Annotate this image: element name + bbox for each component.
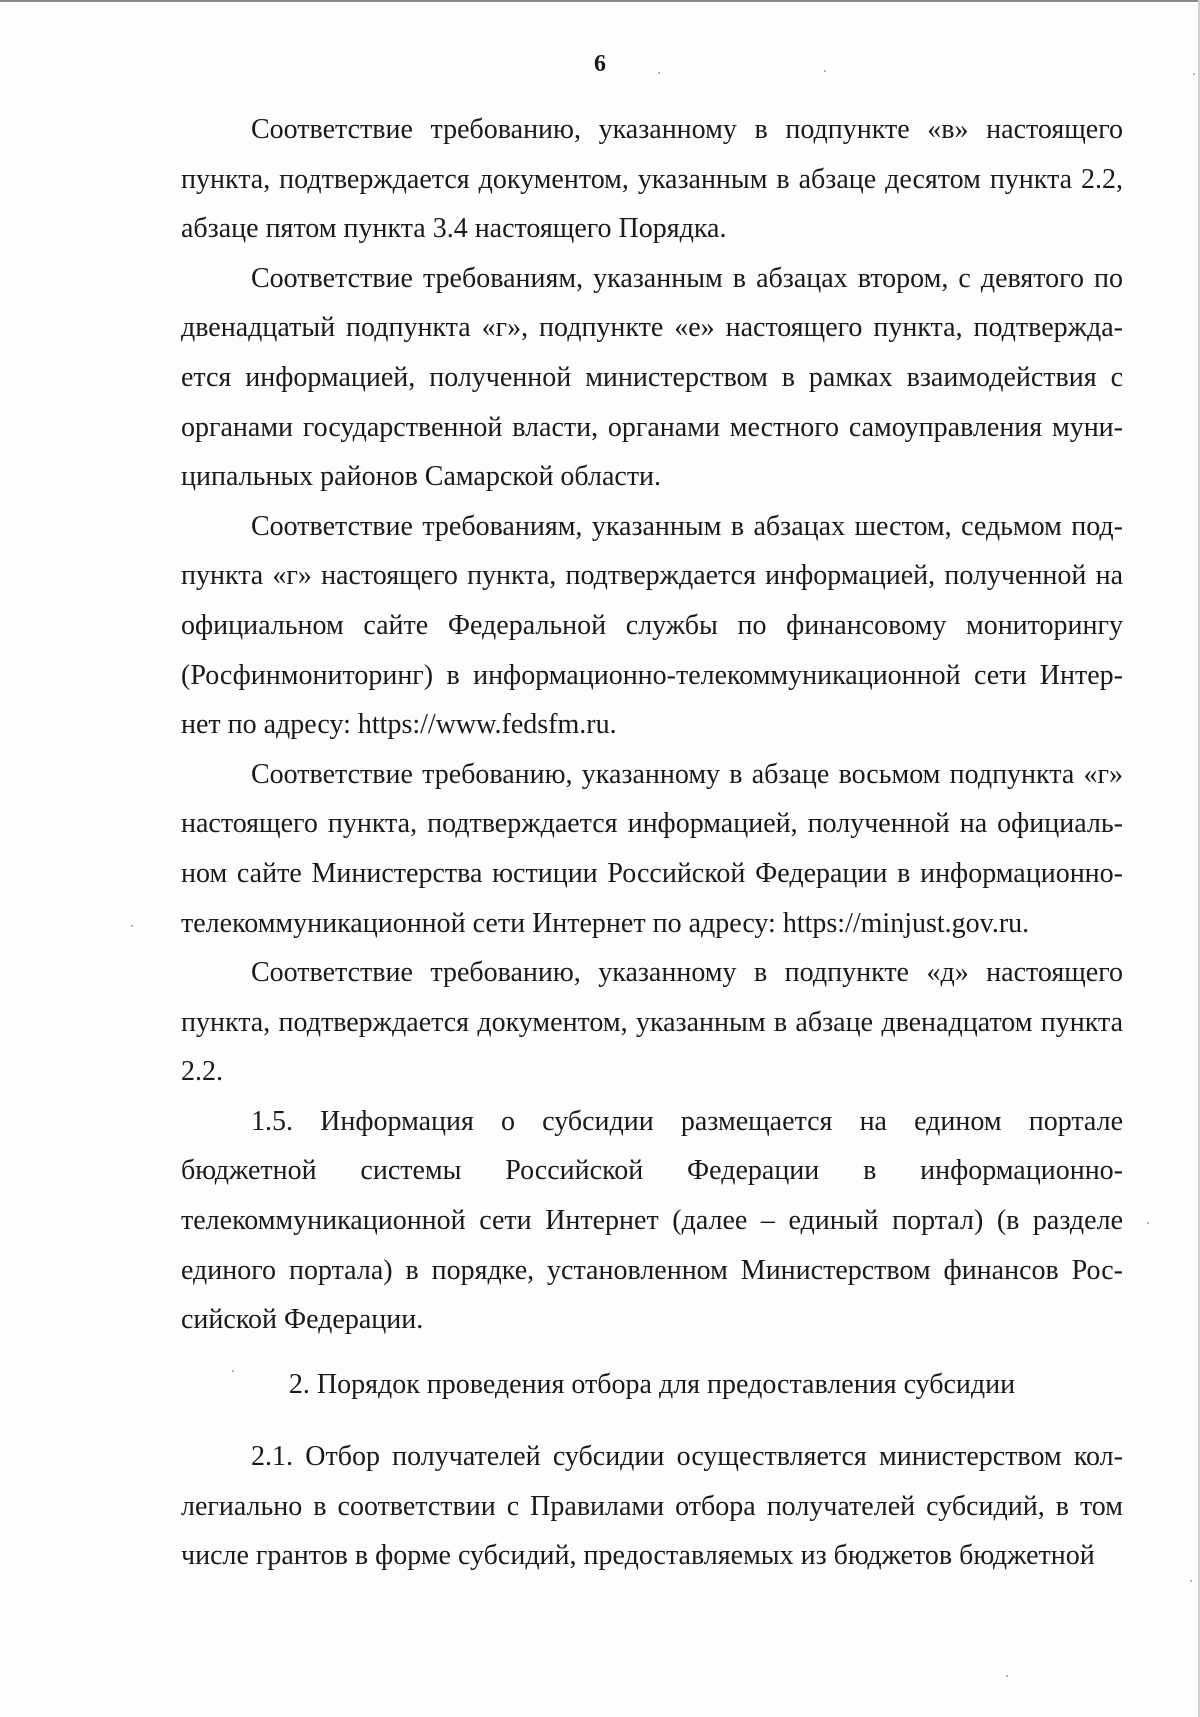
paragraph-minjust: Соответствие требованию, указанному в абзаце восьмом подпункта «г» настоящего пункта, подтверждается информацией, полученной на официальном сайте Министерства юстиции Российской Федерации в информационно-телекоммуникационной сети Интернет по адресу: https://minjust.gov.ru. — [181, 758, 1123, 939]
scan-speck — [232, 1370, 234, 1372]
scan-speck — [1190, 1580, 1192, 1582]
paragraph-rosfinmonitoring: Соответствие требованиям, указанным в абзацах шестом, седьмом подпункта «г» настоящего пункта, подтверждается информацией, полученной на официальном сайте Федеральной службы по финансовому мониторингу (Росфинмониторинг) в информационно-телекоммуникационной сети Интернет по адресу: https://www.fedsfm.ru. — [181, 510, 1123, 741]
scan-speck — [824, 70, 826, 72]
scan-speck — [1006, 1675, 1008, 1677]
paragraph-requirement-v: Соответствие требованию, указанному в подпункте «в» настоящего пункта, подтверждается документом, указанным в абзаце десятом пункта 2.2, абзаце пятом пункта 3.4 настоящего Порядка. — [181, 114, 1123, 245]
paragraph-2-1: 2.1. Отбор получателей субсидии осуществляется министерством коллегиально в соответствии с Правилами отбора получателей субсидий, в том числе грантов в форме субсидий, предоставляемых из бюджетов бюджетной — [181, 1441, 1123, 1572]
section-heading: 2. Порядок проведения отбора для предоставления субсидии — [288, 1369, 1016, 1400]
scan-speck — [1147, 1222, 1149, 1224]
scan-speck — [131, 925, 133, 927]
page-number: 6 — [594, 51, 606, 77]
paragraph-1-5-portal: 1.5. Информация о субсидии размещается на едином портале бюджетной системы Российской Федерации в информационно-телекоммуникационной сети Интернет (далее – единый портал) (в разделе единого портала) в порядке, установленном Министерством финансов Российской Федерации. — [181, 1105, 1123, 1336]
body-text — [181, 105, 1123, 1345]
scan-speck — [1193, 73, 1195, 75]
paragraph-requirements-g-e: Соответствие требованиям, указанным в абзацах втором, с девятого по двенадцатый подпункта «г», подпункте «е» настоящего пункта, подтверждается информацией, полученной министерством в рамках взаимодействия с органами государственной власти, органами местного самоуправления муниципальных районов Самарской области. — [181, 262, 1123, 493]
paragraph-requirement-d: Соответствие требованию, указанному в подпункте «д» настоящего пункта, подтверждается документом, указанным в абзаце двенадцатом пункта 2.2. — [181, 957, 1123, 1088]
section-body-text — [181, 1432, 1123, 1581]
scan-speck — [658, 72, 660, 74]
scan-top-edge — [0, 0, 1200, 2]
